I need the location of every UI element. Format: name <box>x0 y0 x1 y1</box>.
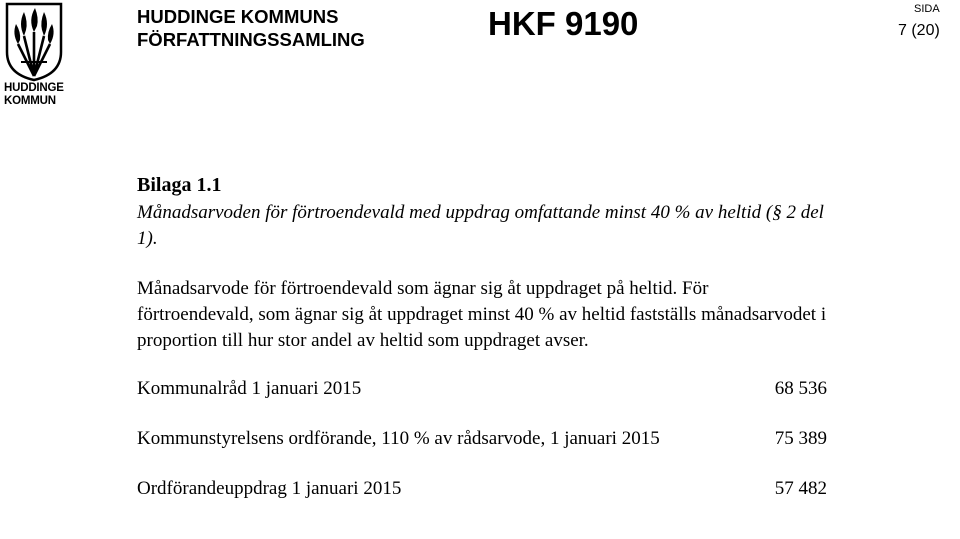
fee-amount: 75 389 <box>774 428 827 449</box>
page-number: 7 (20) <box>898 22 940 39</box>
fee-label: Kommunstyrelsens ordförande, 110 % av rådsarvode, 1 januari 2015 <box>137 428 660 449</box>
document-code: HKF 9190 <box>488 5 639 42</box>
fee-row <box>137 426 827 452</box>
org-line2: FÖRFATTNINGSSAMLING <box>137 29 365 50</box>
fee-amount: 57 482 <box>774 478 827 499</box>
fee-amount: 68 536 <box>774 378 827 399</box>
org-line1: HUDDINGE KOMMUNS <box>137 6 339 27</box>
body-paragraph: Månadsarvode för förtroendevald som ägnar sig åt uppdraget på heltid. För förtroendevald, som ägnar sig åt uppdraget minst 40 % av heltid fastställs månadsarvodet i proportion till hur stor andel av heltid som uppdraget avser. <box>137 278 827 351</box>
fee-row <box>137 376 827 402</box>
page-label: SIDA <box>914 3 940 15</box>
document-body <box>137 172 837 502</box>
appendix-subtitle: Månadsarvoden för förtroendevald med uppdrag omfattande minst 40 % av heltid (§ 2 del 1). <box>137 202 824 249</box>
logo-wordmark <box>4 82 72 108</box>
fee-label: Kommunalråd 1 januari 2015 <box>137 378 362 399</box>
fee-row <box>137 476 827 502</box>
logo-text-line2: KOMMUN <box>4 95 56 107</box>
municipal-logo <box>4 2 68 108</box>
logo-text-line1: HUDDINGE <box>4 82 64 94</box>
organization-name <box>137 5 365 51</box>
appendix-title: Bilaga 1.1 <box>137 174 222 196</box>
coat-of-arms-icon <box>4 2 64 82</box>
fee-label: Ordförandeuppdrag 1 januari 2015 <box>137 478 402 499</box>
